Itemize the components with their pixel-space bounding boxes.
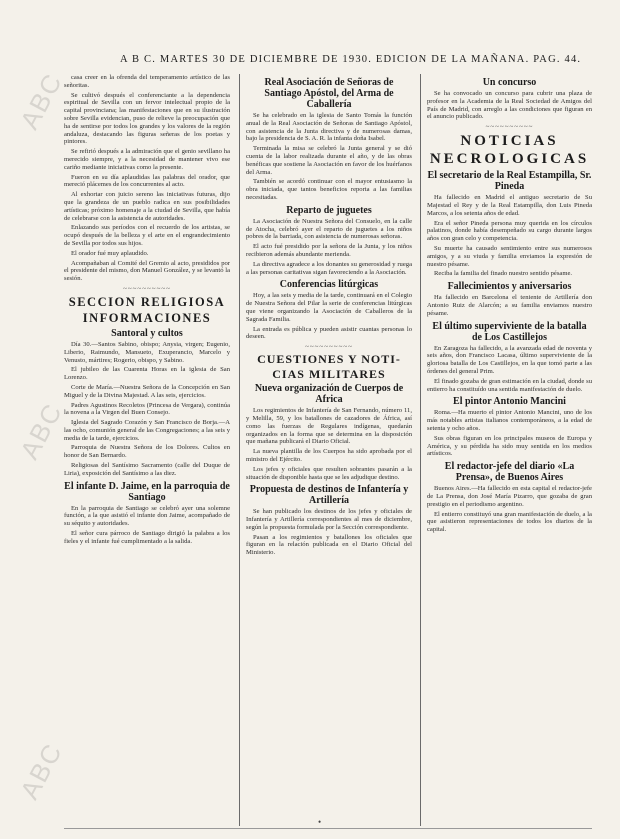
paragraph: Al exhortar con juicio sereno las iniciativas futuras, dijo que la grandeza de un pueblo radica en sus posibilidades artísticas; próximo homenaje a la ciudad de Sevilla, que había de celebrarse con la asistencia de autoridades. [64,191,230,222]
paragraph: Se ha celebrado en la iglesia de Santo Tomás la función anual de la Real Asociación de Señoras de Santiago Apóstol, con asistencia de la Junta directiva y de numerosas damas, bajo la presidencia de S. A. R. la infanta doña Isabel. [246,112,412,143]
paragraph: Día 30.—Santos Sabino, obispo; Anysia, virgen; Eugenio, Liberio, Raimundo, Mansueto, Exuperancio, Marcelo y Venusto, mártires; Rogerio, obispo, y Sabino. [64,340,230,364]
paragraph: Religiosas del Santísimo Sacramento (calle del Duque de Liria), exposición del Santísimo a las diez. [64,462,230,477]
paragraph: En Zaragoza ha fallecido, a la avanzada edad de noventa y seis años, don Francisco Lacasa, último superviviente de la gloriosa batalla de Los Castillejos, en la que tomó parte a las órdenes del general Prim. [427,344,592,375]
paragraph: También se acordó continuar con el mayor entusiasmo la obra iniciada, que tantos beneficios reporta a las familias necesitadas. [246,178,412,201]
section-title: CUESTIONES Y NOTI- [257,352,401,367]
ornament-divider: ~~~~~~~~~~ [123,284,171,293]
abc-watermark: ABC [14,397,69,465]
article-title: Real Asociación de Señoras de Santiago Apóstol, del Arma de Caballería [264,77,394,110]
article-title: El pintor Antonio Mancini [453,396,566,408]
footer-ornament: • [318,817,322,827]
ornament-divider: ~~~~~~~~~~ [305,343,353,352]
paragraph: Sus obras figuran en los principales museos de Europa y América, y su pérdida ha sido muy sentida en los medios artísticos. [427,434,592,458]
paragraph: La nueva plantilla de los Cuerpos ha sido aprobada por el ministro del Ejército. [246,448,412,463]
paragraph: Se ha convocado un concurso para cubrir una plaza de profesor en la Academia de la Real Sociedad de Amigos del País de Madrid, con arreglo a las condiciones que figuran en el anuncio publicado. [427,90,592,121]
page-header: A B C. MARTES 30 DE DICIEMBRE DE 1930. EDICION DE LA MAÑANA. PAG. 44. [120,54,582,65]
paragraph: casa creer en la ofrenda del temperamento artístico de las señoritas. [64,74,230,89]
paragraph: El entierro constituyó una gran manifestación de duelo, a la que asistieron representaciones de todos los diarios de la capital. [427,510,592,534]
paragraph: La Asociación de Nuestra Señora del Consuelo, en la calle de Atocha, celebró ayer el reparto de juguetes a los niños pobres de la barriada, con asistencia de numerosas señoras. [246,217,412,241]
paragraph: La entrada es pública y pueden asistir cuantas personas lo deseen. [246,325,412,341]
paragraph: Buenos Aires.—Ha fallecido en esta capital el redactor-jefe de La Prensa, don José María Pizarro, que gozaba de gran prestigio en el periodismo argentino. [427,485,592,508]
paragraph: Se cultivó después el conferenciante a la dependencia espiritual de Sevilla con un fervor intelectual propio de la capital provinciana; las manifestaciones que en su ilustración sobre Sevilla evidencian, puso de relieve la preocupación que ha de sentirse por todos los grandes y los valores de la región andaluza, destacando las figuras señeras de los poetas y pintores. [64,91,230,146]
column-3 [427,74,592,829]
paragraph: Roma.—Ha muerto el pintor Antonio Mancini, uno de los más notables artistas italianos contemporáneos, a la edad de setenta y ocho años. [427,409,592,432]
ornament-divider: ~~~~~~~~~~ [485,123,534,132]
footer-rule [64,828,592,829]
paragraph: Fueron en su día aplaudidas las palabras del orador, que mereció plácemes de los concurrentes al acto. [64,173,230,189]
paragraph: Los jefes y oficiales que resulten sobrantes pasarán a la situación de disponible hasta que se les adjudique destino. [246,465,412,481]
article-title: Nueva organización de Cuerpos de Africa [254,383,404,406]
section-title: NECROLOGICAS [429,151,590,168]
column-rule [420,74,421,826]
article-title: Conferencias litúrgicas [279,279,379,291]
article-title: Santoral y cultos [111,327,183,339]
column-rule [239,74,240,826]
article-title: Propuesta de destinos de Infantería y Artillería [249,484,409,507]
paragraph: El acto fué presidido por la señora de la Junta, y los niños recibieron además abundante merienda. [246,243,412,258]
article-title: Fallecimientos y aniversarios [447,281,572,293]
paragraph: Era el señor Pineda persona muy querida en los círculos palatinos, donde había desempeñado su cargo durante largos años con gran celo y competencia. [427,219,592,243]
paragraph: Ha fallecido en Barcelona el teniente de Artillería don Antonio Ruiz de Alarcón; a su familia enviamos nuestro pésame. [427,294,592,317]
column-1 [64,74,230,829]
paragraph: Reciba la familia del finado nuestro sentido pésame. [434,270,573,278]
paragraph: Los regimientos de Infantería de San Fernando, número 11, y Melilla, 59, y los batallones de cazadores de África, así como las fuerzas de Regulares indígenas, quedarán organizados en la forma que se determina en la disposición que mañana publicará el Diario Oficial. [246,407,412,446]
paragraph: Ha fallecido en Madrid el antiguo secretario de Su Majestad el Rey y de la Real Estampilla, don Luis Pineda Marcos, a los setenta años de edad. [427,194,592,217]
paragraph: El finado gozaba de gran estimación en la ciudad, donde su entierro ha constituído una sentida manifestación de duelo. [427,377,592,393]
paragraph: Corte de María.—Nuestra Señora de la Concepción en San Miguel y de la Divina Majestad. A las seis, ejercicios. [64,383,230,399]
paragraph: Pasan a los regimientos y batallones los oficiales que figuran en la relación publicada en el Diario Oficial del Ministerio. [246,533,412,557]
paragraph: Parroquia de Nuestra Señora de los Dolores. Cultos en honor de San Bernardo. [64,444,230,460]
abc-watermark: ABC [14,737,69,805]
section-title: SECCION RELIGIOSA [68,294,226,309]
paragraph: Iglesia del Sagrado Corazón y San Francisco de Borja.—A las ocho, comunión general de las Congregaciones; a las seis y media de la tarde, ejercicios. [64,419,230,442]
abc-watermark: ABC [14,67,69,135]
paragraph: La directiva agradece a los donantes su generosidad y ruega a las personas caritativas sigan favoreciendo a la Asociación. [246,260,412,276]
paragraph: Su muerte ha causado sentimiento entre sus numerosos amigos, y a su viuda y familia enviamos la expresión de nuestro pésame. [427,244,592,268]
article-title: El secretario de la Real Estampilla, Sr. Pineda [427,170,592,193]
section-title: NOTICIAS [460,133,559,150]
paragraph: En la parroquia de Santiago se celebró ayer una solemne función, a la que asistió el infante don Jaime, acompañado de su séquito y autoridades. [64,504,230,528]
article-title: El infante D. Jaime, en la parroquia de Santiago [64,480,230,503]
article-title: Reparto de juguetes [286,204,372,216]
article-title: El último superviviente de la batalla de Los Castillejos [432,320,587,343]
paragraph: Enlazando sus períodos con el recuerdo de los artistas, se ocupó después de la belleza y el arte en el engrandecimiento de Sevilla por todos sus hijos. [64,224,230,247]
article-title: Un concurso [482,77,537,88]
paragraph: Hoy, a las seis y media de la tarde, continuará en el Colegio de Nuestra Señora del Pilar la serie de conferencias litúrgicas que viene organizando la Asociación de Caballeros de la Sagrada Familia. [246,292,412,323]
column-2 [246,74,412,829]
paragraph: Se han publicado los destinos de los jefes y oficiales de Infantería y Artillería correspondientes al mes de diciembre, según la propuesta formulada por la Sección correspondiente. [246,508,412,531]
paragraph: Terminada la misa se celebró la Junta general y se dió cuenta de la labor realizada durante el año, y de las obras benéficas que sostiene la Asociación en favor de los huérfanos del Arma. [246,145,412,176]
paragraph: Acompañaban al Comité del Gremio al acto, presididos por el presidente del mismo, don Manuel González, y se levantó la sesión. [64,259,230,283]
paragraph: Padres Agustinos Recoletos (Princesa de Vergara), continúa la novena a la Virgen del Buen Consejo. [64,401,230,417]
section-title: CIAS MILITARES [272,366,386,381]
paragraph: El orador fué muy aplaudido. [71,249,149,257]
paragraph: El señor cura párroco de Santiago dirigió la palabra a los fieles y el infante fué cumplimentado a la salida. [64,530,230,545]
paragraph: El jubileo de las Cuarenta Horas en la iglesia de San Lorenzo. [64,366,230,382]
paragraph: Se refirió después a la admiración que el genio sevillano ha merecido siempre, y a la necesidad de mantener vivo ese cariño mediante iniciativas como la presente. [64,148,230,171]
section-title: INFORMACIONES [82,310,212,325]
article-title: El redactor-jefe del diario «La Prensa», de Buenos Aires [444,461,575,484]
